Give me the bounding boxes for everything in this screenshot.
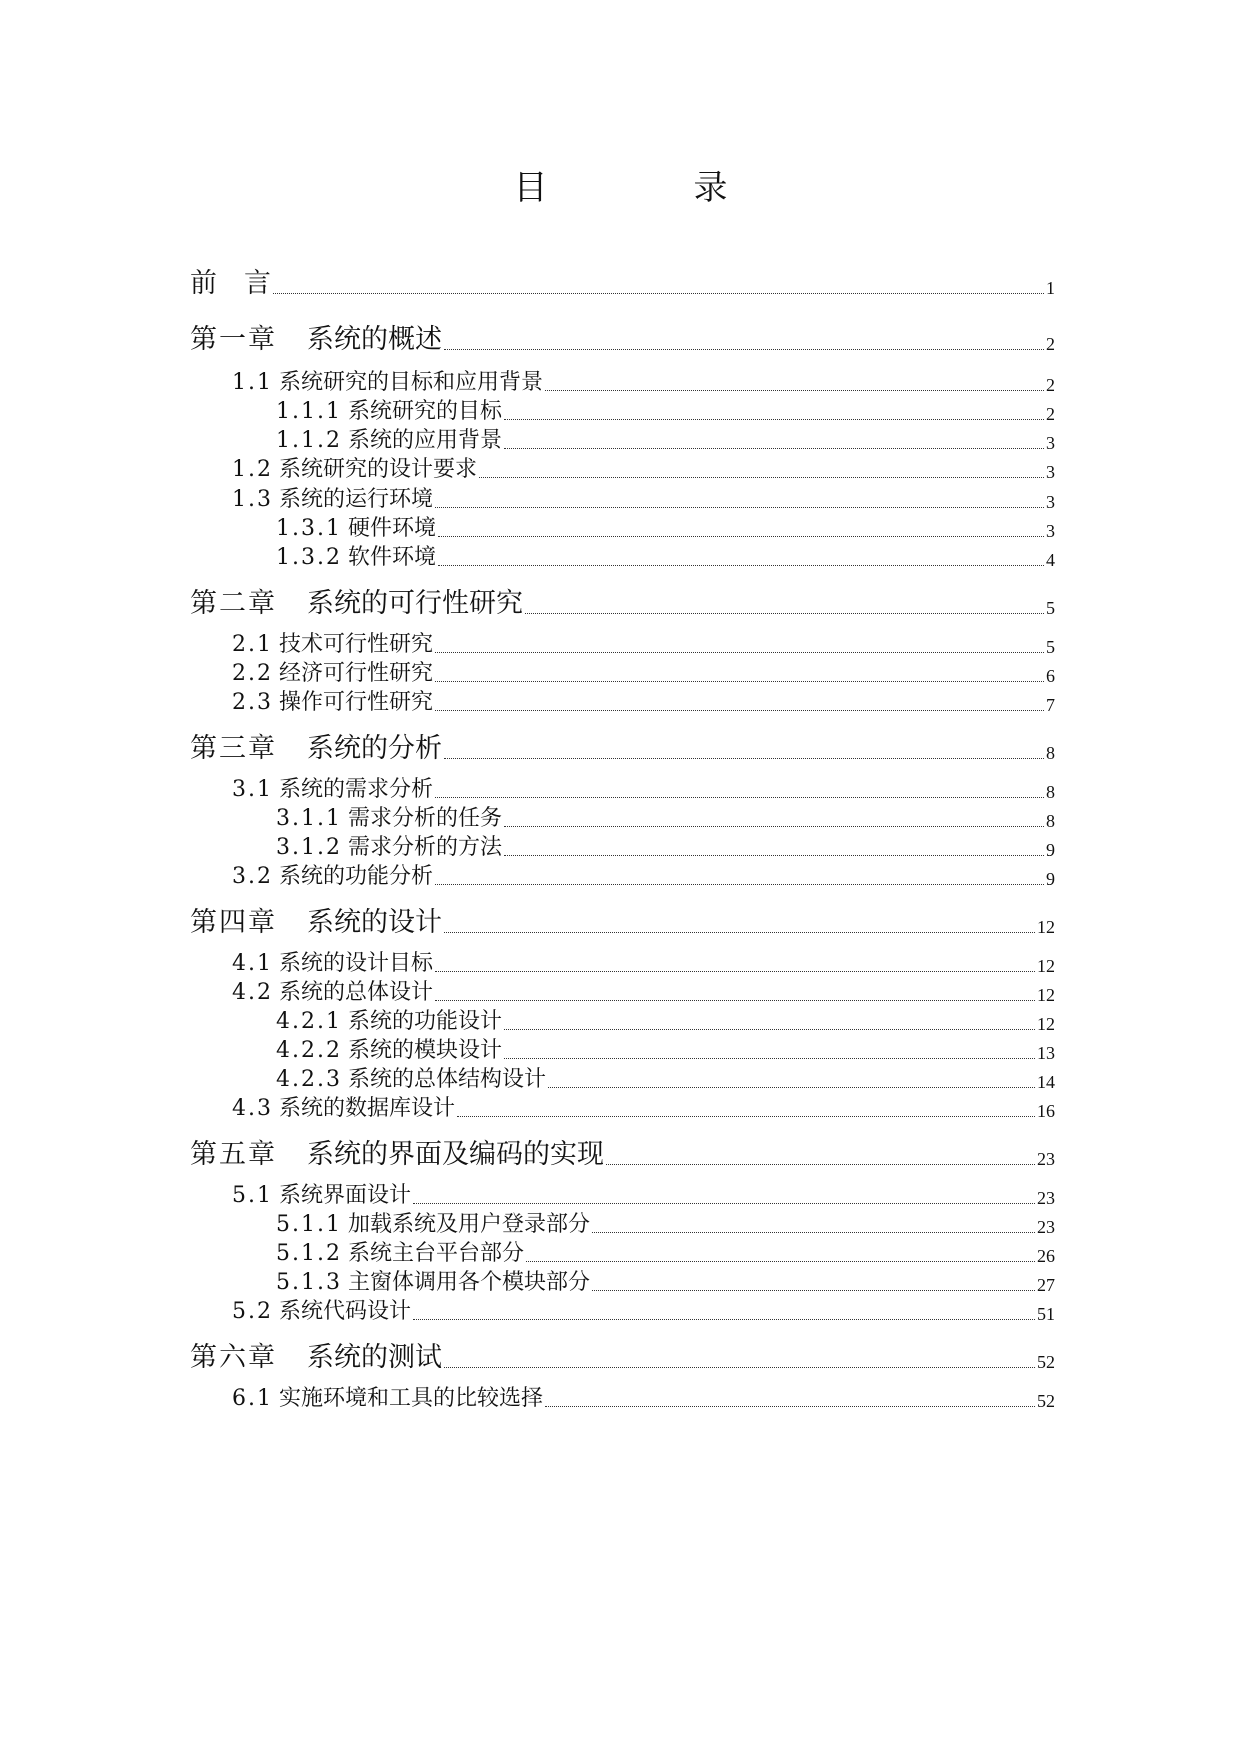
toc-entry-page-number: 2 [1046,375,1055,395]
toc-entry-number: 5.1.3 [276,1270,342,1295]
toc-entry[interactable] [276,1040,1055,1062]
toc-dot-leader [435,797,1044,798]
toc-entry-title: 系统的模块设计 [347,1038,502,1063]
toc-entry-label [276,1272,590,1294]
toc-entry-page-number: 12 [1037,1014,1055,1034]
toc-entry[interactable] [232,866,1055,888]
toc-entry-page-number: 3 [1046,492,1055,512]
toc-entry-page-number: 14 [1037,1072,1055,1092]
toc-entry-number: 4.2.2 [276,1038,342,1063]
toc-entry-label [232,459,477,481]
toc-entry[interactable] [190,909,1055,936]
toc-entry-label [190,270,271,297]
toc-entry[interactable] [190,326,1055,353]
toc-entry-title: 系统的测试 [307,1342,442,1373]
toc-entry-title: 经济可行性研究 [279,661,434,686]
toc-dot-leader [504,855,1044,856]
toc-entry-number: 3.1 [232,777,273,802]
toc-entry[interactable] [232,1301,1055,1323]
toc-entry-number: 第五章 [190,1139,277,1170]
toc-entry-label [276,1069,546,1091]
toc-dot-leader [438,565,1044,566]
toc-dot-leader [545,390,1044,391]
toc-entry-page-number: 23 [1037,1149,1055,1169]
toc-dot-leader [525,613,1044,614]
toc-dot-leader [504,826,1044,827]
toc-dot-leader [413,1203,1035,1204]
toc-entry[interactable] [232,1098,1055,1120]
toc-entry-title: 系统主台平台部分 [347,1241,524,1266]
toc-entry[interactable] [190,1141,1055,1168]
toc-dot-leader [545,1406,1035,1407]
toc-entry-page-number: 3 [1046,433,1055,453]
toc-entry[interactable] [190,735,1055,762]
toc-entry-title: 系统的运行环境 [279,487,434,512]
toc-dot-leader [504,1058,1035,1059]
toc-entry-label [232,982,433,1004]
toc-dot-leader [435,884,1044,885]
toc-entry[interactable] [232,372,1055,394]
toc-dot-leader [273,293,1044,294]
toc-entry-number: 5.2 [232,1299,273,1324]
toc-dot-leader [548,1087,1035,1088]
toc-entry-page-number: 9 [1046,840,1055,860]
toc-entry[interactable] [190,590,1055,617]
toc-entry[interactable] [232,489,1055,511]
toc-dot-leader [526,1261,1035,1262]
toc-entry-page-number: 23 [1037,1217,1055,1237]
toc-entry-page-number: 3 [1046,521,1055,541]
toc-entry-title: 需求分析的任务 [347,806,502,831]
toc-entry-label [190,590,523,617]
toc-entry-page-number: 4 [1046,550,1055,570]
toc-entry-page-number: 2 [1046,334,1055,354]
toc-entry-page-number: 5 [1046,637,1055,657]
toc-entry-page-number: 8 [1046,811,1055,831]
toc-dot-leader [435,710,1044,711]
toc-entry[interactable] [232,459,1055,481]
toc-entry-page-number: 12 [1037,956,1055,976]
toc-entry[interactable] [276,1214,1055,1236]
toc-dot-leader [504,1029,1035,1030]
toc-entry-page-number: 16 [1037,1101,1055,1121]
toc-entry-page-number: 5 [1046,598,1055,618]
toc-entry[interactable] [232,1185,1055,1207]
toc-entry-number: 6.1 [232,1386,273,1411]
toc-entry[interactable] [232,779,1055,801]
toc-entry[interactable] [232,692,1055,714]
toc-entry-number: 第三章 [190,733,277,764]
toc-entry-page-number: 9 [1046,869,1055,889]
toc-entry-title: 系统的功能分析 [279,864,434,889]
toc-entry-title: 系统研究的设计要求 [279,457,478,482]
toc-entry-title: 需求分析的方法 [347,835,502,860]
toc-dot-leader [435,1000,1035,1001]
toc-entry-title: 系统的数据库设计 [279,1096,456,1121]
toc-entry-page-number: 2 [1046,404,1055,424]
toc-entry-label [232,692,433,714]
toc-entry-title: 技术可行性研究 [279,632,434,657]
toc-entry-title: 主窗体调用各个模块部分 [347,1270,590,1295]
toc-entry-number: 1.1.1 [276,399,342,424]
toc-entry-page-number: 52 [1037,1352,1055,1372]
toc-dot-leader [438,536,1044,537]
toc-entry-page-number: 1 [1046,278,1055,298]
toc-entry-number: 第四章 [190,907,277,938]
toc-entry-label [232,1185,411,1207]
page-title: 目 录 [513,168,784,208]
toc-entry-title: 系统的概述 [307,324,442,355]
toc-dot-leader [504,419,1044,420]
toc-entry-page-number: 3 [1046,462,1055,482]
toc-entry-number: 3.1.1 [276,806,342,831]
toc-entry-page-number: 12 [1037,917,1055,937]
toc-entry-label [232,779,433,801]
toc-entry-number: 5.1.1 [276,1212,342,1237]
toc-dot-leader [444,1367,1035,1368]
toc-entry-number: 5.1 [232,1183,273,1208]
toc-entry-page-number: 52 [1037,1391,1055,1411]
toc-entry-title: 前 言 [190,268,271,299]
toc-entry-page-number: 7 [1046,695,1055,715]
toc-entry-title: 系统的设计 [307,907,442,938]
toc-dot-leader [479,477,1044,478]
toc-entry-title: 系统的可行性研究 [307,588,523,619]
toc-entry-label [276,808,502,830]
toc-entry-title: 系统代码设计 [279,1299,412,1324]
toc-entry-label [232,1098,455,1120]
toc-entry-number: 1.1 [232,370,273,395]
toc-dot-leader [457,1116,1035,1117]
toc-entry-page-number: 27 [1037,1275,1055,1295]
toc-entry-label [276,518,436,540]
toc-entry-number: 4.2 [232,980,273,1005]
toc-entry-number: 3.2 [232,864,273,889]
toc-entry-label [232,634,433,656]
toc-entry[interactable] [232,1388,1055,1410]
toc-entry-number: 1.3.1 [276,516,342,541]
toc-entry[interactable] [276,837,1055,859]
toc-entry-number: 4.2.1 [276,1009,342,1034]
toc-entry-title: 系统的需求分析 [279,777,434,802]
toc-entry-label [276,837,502,859]
toc-entry-label [190,326,442,353]
toc-entry-title: 系统的应用背景 [347,428,502,453]
toc-entry-number: 第一章 [190,324,277,355]
toc-entry-page-number: 23 [1037,1188,1055,1208]
toc-entry-label [232,1388,543,1410]
toc-entry-label [232,372,543,394]
toc-entry-label [276,1040,502,1062]
toc-dot-leader [504,448,1044,449]
toc-entry[interactable] [232,663,1055,685]
toc-entry-number: 1.3 [232,487,273,512]
toc-entry-title: 系统研究的目标 [347,399,502,424]
toc-entry-label [190,909,442,936]
toc-entry[interactable] [190,1344,1055,1371]
toc-entry[interactable] [232,982,1055,1004]
toc-entry-label [276,547,436,569]
toc-dot-leader [592,1290,1035,1291]
toc-entry[interactable] [232,953,1055,975]
toc-entry-title: 硬件环境 [347,516,436,541]
toc-entry-number: 2.3 [232,690,273,715]
toc-entry-label [276,1243,524,1265]
toc-entry-number: 2.1 [232,632,273,657]
toc-entry-title: 实施环境和工具的比较选择 [279,1386,544,1411]
toc-entry-page-number: 26 [1037,1246,1055,1266]
toc-entry-page-number: 8 [1046,782,1055,802]
toc-entry[interactable] [276,401,1055,423]
toc-dot-leader [444,758,1044,759]
toc-entry[interactable] [276,1272,1055,1294]
toc-entry-number: 5.1.2 [276,1241,342,1266]
toc-entry-label [232,866,433,888]
toc-entry-label [232,1301,411,1323]
toc-entry-title: 系统研究的目标和应用背景 [279,370,544,395]
toc-dot-leader [444,349,1044,350]
toc-dot-leader [435,507,1044,508]
toc-entry-title: 操作可行性研究 [279,690,434,715]
toc-entry[interactable] [276,430,1055,452]
toc-entry-title: 软件环境 [347,545,436,570]
toc-entry-label [232,489,433,511]
toc-entry-number: 4.1 [232,951,273,976]
toc-entry-title: 系统的总体设计 [279,980,434,1005]
toc-entry-label [190,1344,442,1371]
toc-entry-label [190,1141,604,1168]
toc-entry-title: 系统的总体结构设计 [347,1067,546,1092]
toc-entry-label [276,430,502,452]
toc-entry-title: 系统的功能设计 [347,1009,502,1034]
toc-entry-title: 系统的分析 [307,733,442,764]
toc-entry-page-number: 13 [1037,1043,1055,1063]
toc-entry[interactable] [276,1011,1055,1033]
toc-entry-label [190,735,442,762]
toc-entry[interactable] [276,547,1055,569]
toc-entry-number: 1.3.2 [276,545,342,570]
toc-entry[interactable] [276,518,1055,540]
toc-entry-label [232,663,433,685]
toc-entry-page-number: 8 [1046,743,1055,763]
toc-dot-leader [606,1164,1035,1165]
toc-entry-number: 1.2 [232,457,273,482]
toc-entry-number: 第二章 [190,588,277,619]
toc-entry-page-number: 12 [1037,985,1055,1005]
toc-dot-leader [435,652,1044,653]
toc-entry-title: 加载系统及用户登录部分 [347,1212,590,1237]
toc-entry-page-number: 51 [1037,1304,1055,1324]
toc-dot-leader [592,1232,1035,1233]
toc-entry-number: 2.2 [232,661,273,686]
toc-entry-number: 1.1.2 [276,428,342,453]
toc-entry-number: 4.3 [232,1096,273,1121]
toc-dot-leader [413,1319,1035,1320]
toc-dot-leader [435,971,1035,972]
toc-entry-label [276,401,502,423]
toc-entry[interactable] [276,1069,1055,1091]
toc-entry-label [276,1011,502,1033]
toc-entry-number: 3.1.2 [276,835,342,860]
toc-entry-page-number: 6 [1046,666,1055,686]
toc-entry-title: 系统的界面及编码的实现 [307,1139,604,1170]
toc-entry[interactable] [276,1243,1055,1265]
toc-entry-label [276,1214,590,1236]
toc-entry-label [232,953,433,975]
toc-entry-title: 系统的设计目标 [279,951,434,976]
toc-dot-leader [435,681,1044,682]
toc-entry[interactable] [276,808,1055,830]
toc-dot-leader [444,932,1035,933]
toc-entry-number: 4.2.3 [276,1067,342,1092]
toc-entry-number: 第六章 [190,1342,277,1373]
toc-entry[interactable] [232,634,1055,656]
toc-entry[interactable] [190,270,1055,297]
toc-entry-title: 系统界面设计 [279,1183,412,1208]
